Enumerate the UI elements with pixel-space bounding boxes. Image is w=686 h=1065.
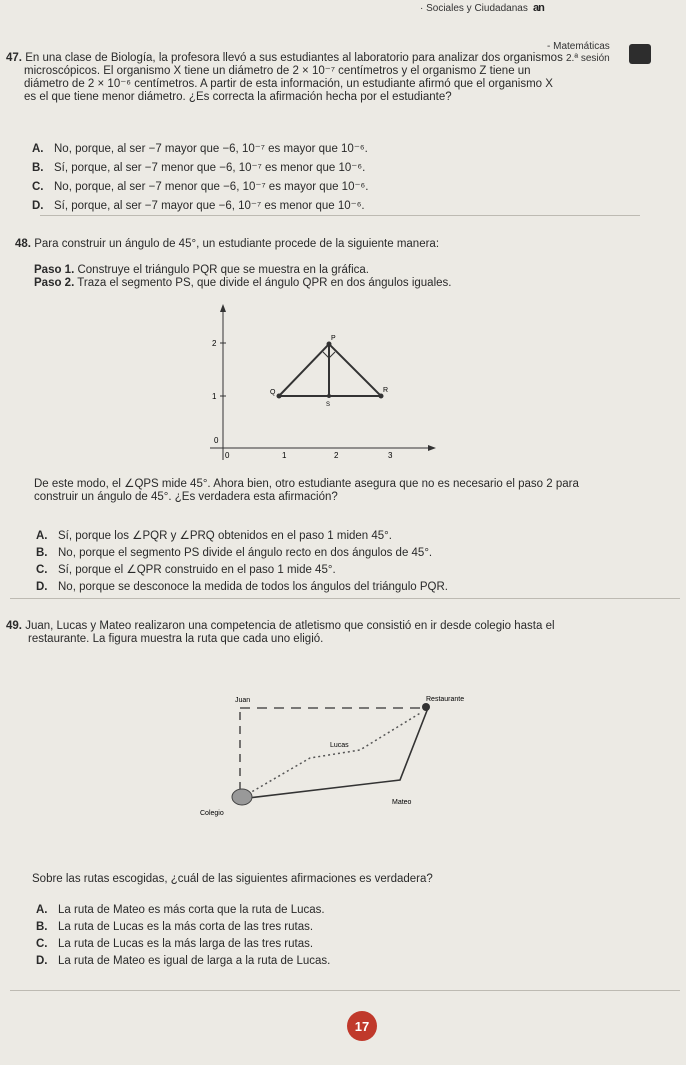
- option-letter: A.: [32, 143, 44, 155]
- option-d[interactable]: [36, 955, 676, 968]
- option-a[interactable]: [36, 530, 676, 543]
- y-tick-label: 1: [212, 392, 217, 401]
- question-text: restaurante. La figura muestra la ruta que cada uno eligió.: [28, 633, 324, 645]
- option-text: No, porque el segmento PS divide el ángulo recto en dos ángulos de 45°.: [58, 547, 433, 559]
- step-text: Traza el segmento PS, que divide el ángulo QPR en dos ángulos iguales.: [77, 277, 452, 289]
- step-label: Paso 2.: [34, 277, 75, 289]
- question-text: Juan, Lucas y Mateo realizaron una competencia de atletismo que consistió en ir desde colegio hasta el: [25, 620, 555, 632]
- option-letter: C.: [36, 938, 48, 950]
- label-restaurante: Restaurante: [426, 696, 465, 703]
- label-lucas: Lucas: [330, 742, 349, 749]
- options-49: [36, 904, 676, 968]
- y-tick-label: 0: [214, 436, 219, 445]
- question-text: construir un ángulo de 45°. ¿Es verdadera esta afirmación?: [34, 491, 338, 503]
- label-mateo: Mateo: [392, 799, 412, 806]
- question-49-prompt: Sobre las rutas escogidas, ¿cuál de las siguientes afirmaciones es verdadera?: [32, 873, 433, 885]
- option-letter: A.: [36, 530, 48, 542]
- option-text: Sí, porque los ∠PQR y ∠PRQ obtenidos en el paso 1 miden 45°.: [58, 530, 392, 542]
- label-colegio: Colegio: [200, 810, 224, 817]
- option-letter: B.: [36, 921, 48, 933]
- option-text: Sí, porque el ∠QPR construido en el paso 1 mide 45°.: [58, 564, 336, 576]
- question-47: [6, 52, 678, 104]
- divider: [10, 990, 680, 991]
- triangle-graph: [190, 300, 440, 475]
- option-letter: D.: [36, 955, 48, 967]
- point-q: [277, 394, 282, 399]
- question-number: 47.: [6, 52, 22, 64]
- label-q: Q: [270, 389, 276, 396]
- point-p: [327, 342, 332, 347]
- restaurant-marker: [422, 703, 430, 711]
- option-c[interactable]: [32, 181, 672, 194]
- point-s: [327, 394, 331, 398]
- option-c[interactable]: [36, 564, 676, 577]
- option-b[interactable]: [36, 921, 676, 934]
- divider: [10, 598, 680, 599]
- colegio-marker: [232, 789, 252, 805]
- option-text: Sí, porque, al ser −7 menor que −6, 10⁻⁷ es menor que 10⁻⁶.: [54, 162, 366, 174]
- option-letter: D.: [32, 200, 44, 212]
- x-tick-label: 0: [225, 451, 230, 460]
- question-48: [15, 238, 675, 251]
- option-d[interactable]: [32, 200, 672, 213]
- x-tick-label: 1: [282, 451, 287, 460]
- option-a[interactable]: [32, 143, 672, 156]
- label-s: S: [326, 402, 331, 408]
- x-tick-label: 3: [388, 451, 393, 460]
- option-text: La ruta de Lucas es la más corta de las tres rutas.: [58, 921, 314, 933]
- question-text: microscópicos. El organismo X tiene un diámetro de 2 × 10⁻⁷ centímetros y el organismo Z tiene un: [24, 65, 531, 77]
- question-text: diámetro de 2 × 10⁻⁶ centímetros. A partir de esta información, un estudiante afirmó que el organismo X: [24, 78, 553, 90]
- x-tick-label: 2: [334, 451, 339, 460]
- option-d[interactable]: [36, 581, 676, 594]
- option-letter: A.: [36, 904, 48, 916]
- option-letter: C.: [32, 181, 44, 193]
- step-text: Construye el triángulo PQR que se muestra en la gráfica.: [77, 264, 369, 276]
- option-text: La ruta de Mateo es igual de larga a la ruta de Lucas.: [58, 955, 331, 967]
- label-juan: Juan: [235, 697, 251, 704]
- point-r: [379, 394, 384, 399]
- option-letter: D.: [36, 581, 48, 593]
- question-text: es el que tiene menor diámetro. ¿Es correcta la afirmación hecha por el estudiante?: [24, 91, 452, 103]
- label-p: P: [331, 335, 336, 342]
- option-text: No, porque, al ser −7 mayor que −6, 10⁻⁷ es mayor que 10⁻⁶.: [54, 143, 368, 155]
- options-48: [36, 530, 676, 594]
- area-header: - Matemáticas: [547, 41, 610, 52]
- option-a[interactable]: [36, 904, 676, 917]
- subject-header: · Sociales y Ciudadanas: [420, 3, 528, 14]
- option-letter: B.: [36, 547, 48, 559]
- option-text: No, porque se desconoce la medida de todos los ángulos del triángulo PQR.: [58, 581, 448, 593]
- y-axis-arrow: [220, 304, 226, 312]
- question-48-body: [34, 478, 679, 504]
- x-axis-arrow: [428, 445, 436, 451]
- option-b[interactable]: [32, 162, 672, 175]
- lucas-route: [248, 712, 422, 794]
- option-letter: B.: [32, 162, 44, 174]
- option-c[interactable]: [36, 938, 676, 951]
- session-header: 2.ª sesión: [566, 53, 610, 64]
- label-r: R: [383, 387, 389, 394]
- y-tick-label: 2: [212, 339, 217, 348]
- option-text: No, porque, al ser −7 menor que −6, 10⁻⁷ es mayor que 10⁻⁶.: [54, 181, 369, 193]
- option-letter: C.: [36, 564, 48, 576]
- question-49: [6, 620, 684, 646]
- page-number: 17: [347, 1011, 377, 1041]
- steps-48: [34, 264, 674, 290]
- option-b[interactable]: [36, 547, 676, 560]
- question-text: Para construir un ángulo de 45°, un estudiante procede de la siguiente manera:: [34, 238, 440, 250]
- options-47: [32, 143, 672, 213]
- divider: [40, 215, 640, 216]
- option-text: La ruta de Lucas es la más larga de las tres rutas.: [58, 938, 314, 950]
- brand-logo: an: [533, 2, 544, 14]
- step-label: Paso 1.: [34, 264, 75, 276]
- question-number: 48.: [15, 238, 31, 250]
- option-text: La ruta de Mateo es más corta que la ruta de Lucas.: [58, 904, 325, 916]
- route-figure: [190, 690, 510, 820]
- question-text: De este modo, el ∠QPS mide 45°. Ahora bien, otro estudiante asegura que no es necesario el paso 2 para: [34, 478, 579, 490]
- question-text: En una clase de Biología, la profesora llevó a sus estudiantes al laboratorio para analizar dos organismos: [25, 52, 563, 64]
- question-number: 49.: [6, 620, 22, 632]
- option-text: Sí, porque, al ser −7 mayor que −6, 10⁻⁷ es menor que 10⁻⁶.: [54, 200, 365, 212]
